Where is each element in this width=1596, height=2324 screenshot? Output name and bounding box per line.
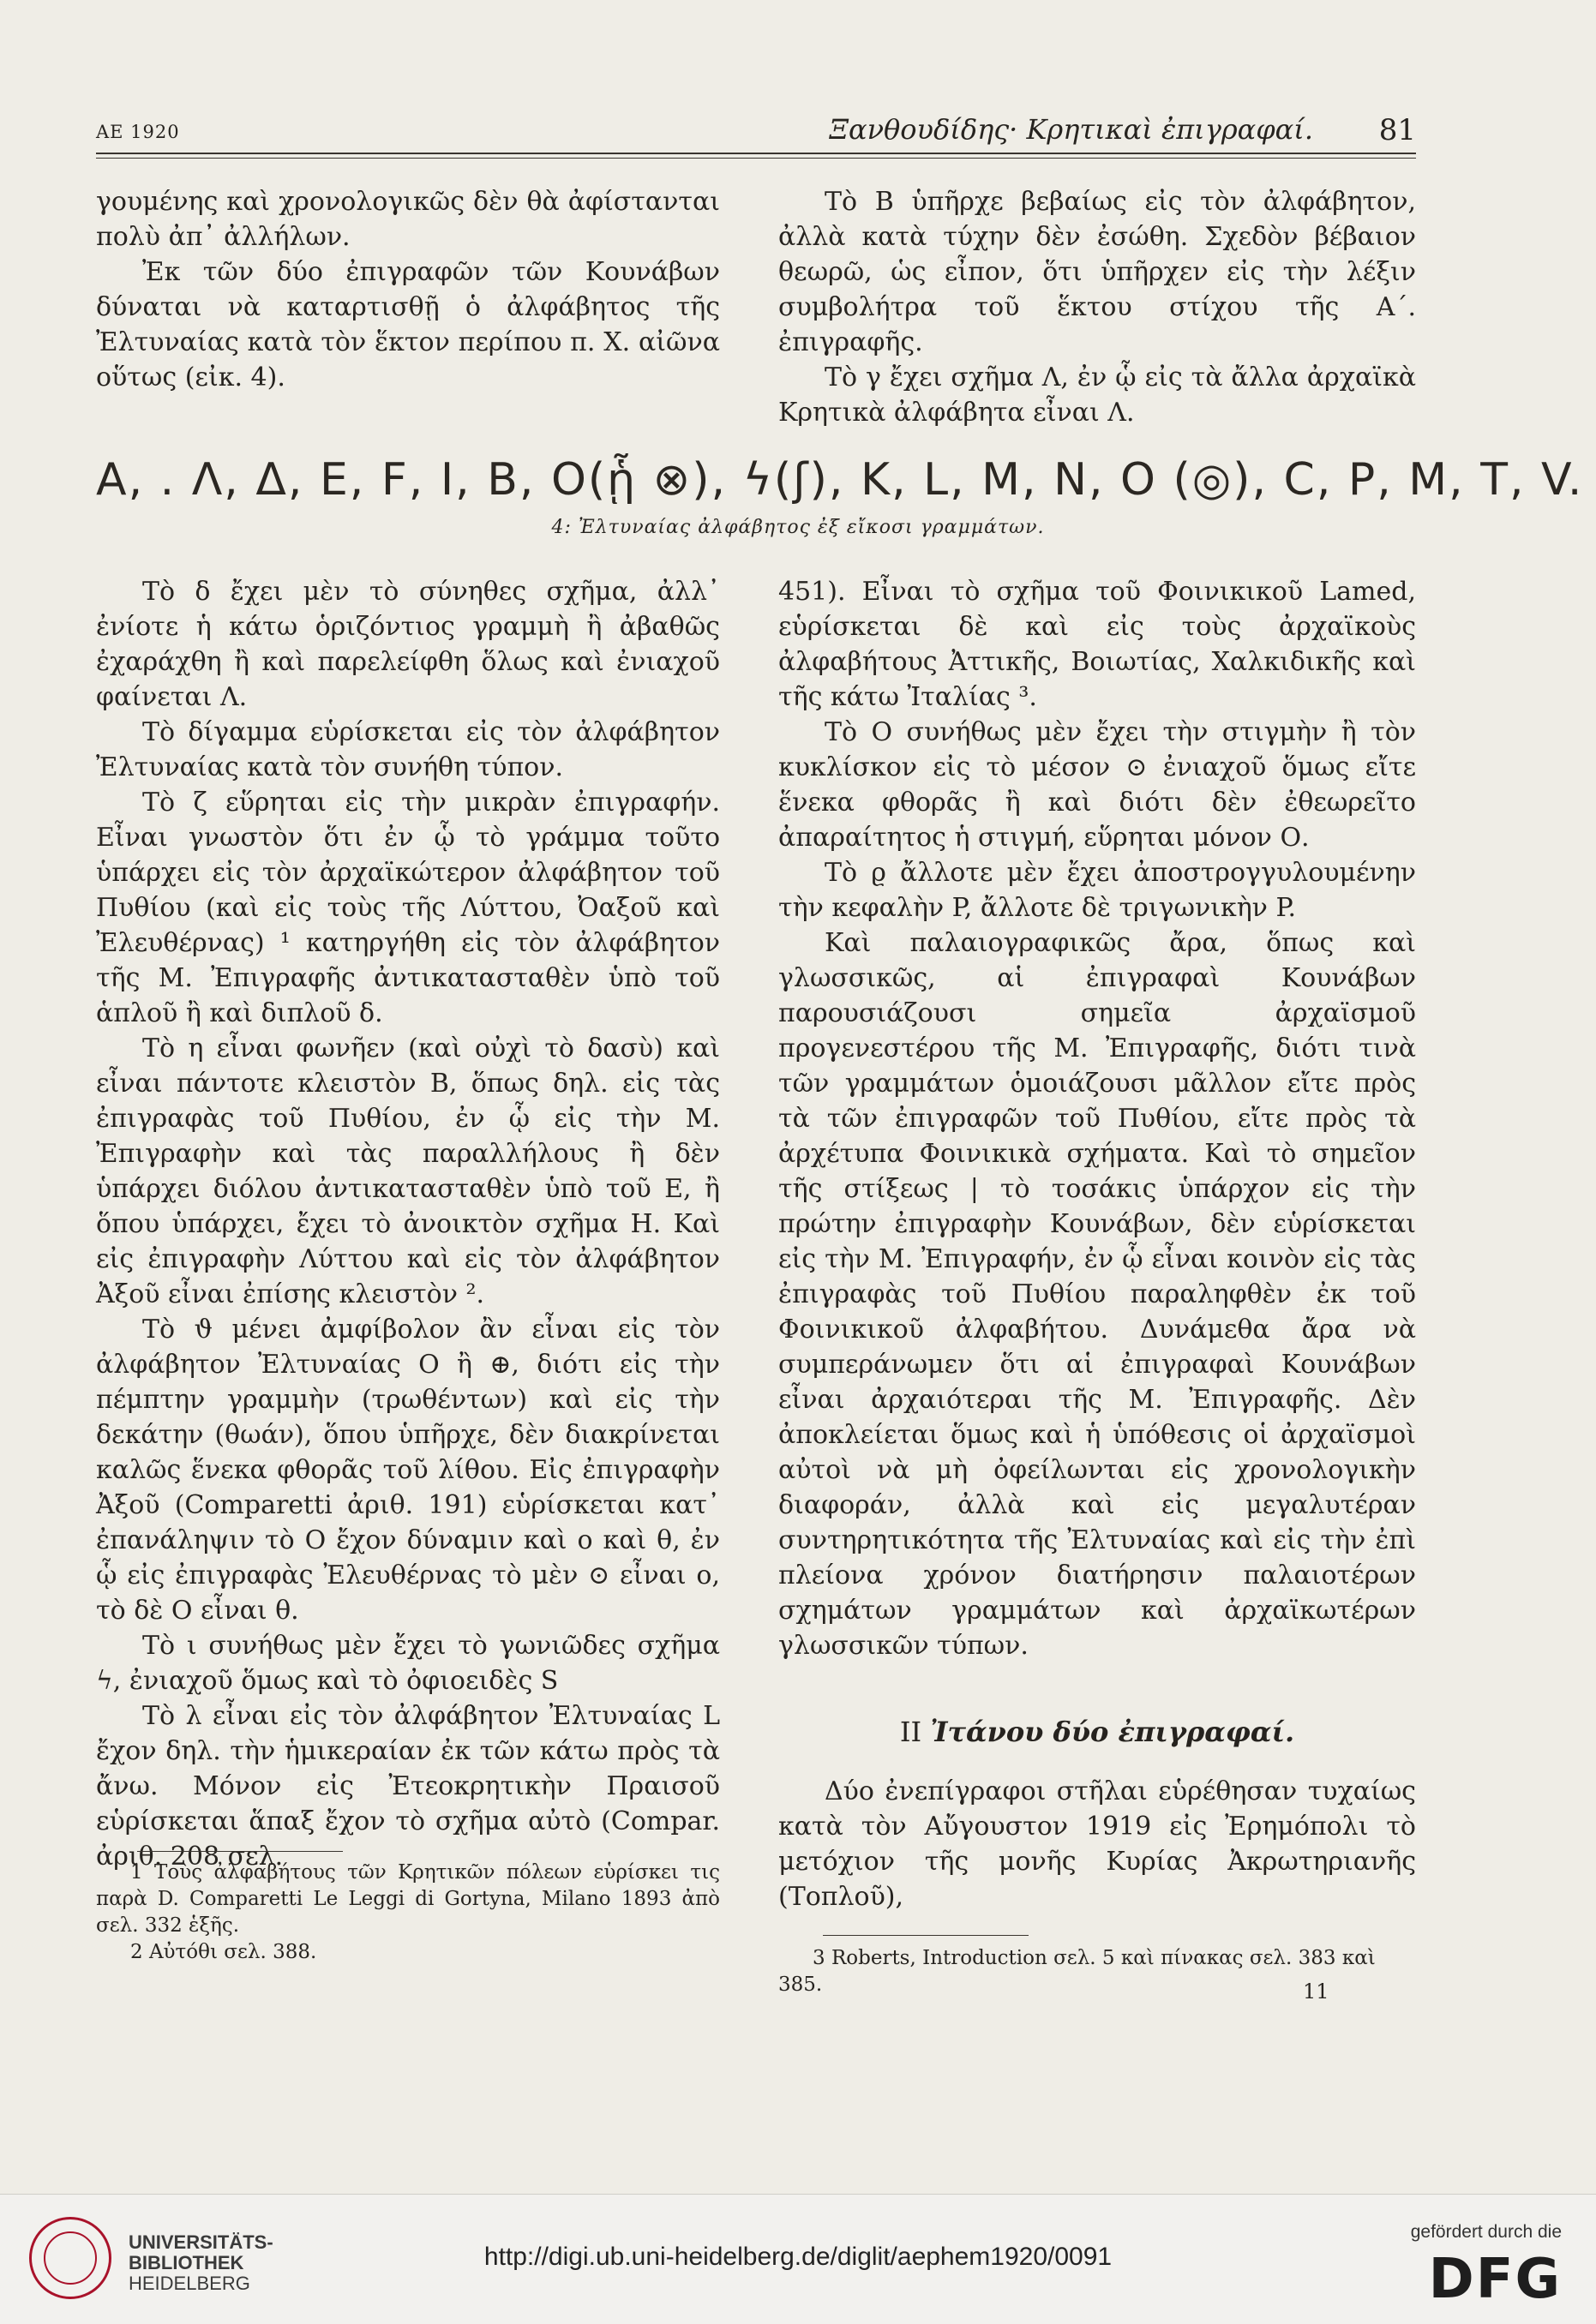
main-left-column — [96, 574, 720, 1874]
paragraph: Τὸ η εἶναι φωνῆεν (καὶ οὐχὶ τὸ δασὺ) καὶ εἶναι πάντοτε κλειστὸν Β, ὅπως δηλ. εἰς τὰς ἐπιγραφὰς τοῦ Πυθίου, ἐν ᾧ εἰς τὴν Μ. Ἐπιγραφὴν καὶ τὰς παραλλήλους ἢ δὲν ὑπάρχει διόλου ἀντικατασταθὲν ὑπὸ τοῦ Ε, ἢ ὅπου ὑπάρχει, ἔχει τὸ ἀνοικτὸν σχῆμα Η. Καὶ εἰς ἐπιγραφὴν Λύττου καὶ εἰς τὸν ἀλφάβητον Ἀξοῦ εἶναι ἐπίσης κλειστὸν ². — [96, 1033, 720, 1309]
journal-abbrev: ΑΕ 1920 — [96, 122, 180, 142]
footnote: 2 Αὐτόθι σελ. 388. — [130, 1941, 317, 1963]
header-rule — [96, 153, 1416, 154]
footnotes-left — [96, 1860, 720, 1966]
printer-signature: 11 — [1303, 1980, 1329, 2004]
running-header — [96, 113, 1416, 151]
paragraph: Ἐκ τῶν δύο ἐπιγραφῶν τῶν Κουνάβων δύναται νὰ καταρτισθῇ ὁ ἀλφάβητος τῆς Ἐλτυναίας κατὰ τὸν ἕκτον περίπου π. Χ. αἰῶνα οὕτως (εἰκ. 4). — [96, 257, 720, 392]
paragraph: Δύο ἐνεπίγραφοι στῆλαι εὑρέθησαν τυχαίως κατὰ τὸν Αὔγουστον 1919 εἰς Ἐρημόπολι τὸ μετόχιον τῆς μονῆς Κυρίας Ἀκρωτηριανῆς (Τοπλοῦ), — [778, 1776, 1416, 1912]
paragraph: Τὸ δ ἔχει μὲν τὸ σύνηθες σχῆμα, ἀλλ᾽ ἐνίοτε ἡ κάτω ὁριζόντιος γραμμὴ ἢ ἀβαθῶς ἐχαράχθη ἢ καὶ παρελείφθη ὅλως καὶ ἐνιαχοῦ φαίνεται Λ. — [96, 577, 720, 712]
funding-label: gefördert durch die — [1410, 2222, 1562, 2242]
dfg-logo: DFG — [1428, 2248, 1562, 2311]
paragraph: Τὸ Β ὑπῆρχε βεβαίως εἰς τὸν ἀλφάβητον, ἀλλὰ κατὰ τύχην δὲν ἐσώθη. Σχεδὸν βέβαιον θεωρῶ, ὡς εἶπον, ὅτι ὑπῆρχεν εἰς τὴν λέξιν συμβολήτρα τοῦ ἕκτου στίχου τῆς Α΄. ἐπιγραφῆς. — [778, 187, 1416, 357]
paragraph: Τὸ δίγαμμα εὑρίσκεται εἰς τὸν ἀλφάβητον Ἐλτυναίας κατὰ τὸν συνήθη τύπον. — [96, 717, 720, 782]
digitization-footer — [0, 2194, 1596, 2324]
section-heading — [778, 1716, 1416, 1748]
top-left-column — [96, 184, 720, 395]
paragraph: 451). Εἶναι τὸ σχῆμα τοῦ Φοινικικοῦ Lamed, εὑρίσκεται δὲ καὶ εἰς τοὺς ἀρχαϊκοὺς ἀλφαβήτους Ἀττικῆς, Βοιωτίας, Χαλκιδικῆς καὶ τῆς κάτω Ἰταλίας ³. — [778, 577, 1416, 712]
paragraph: Τὸ λ εἶναι εἰς τὸν ἀλφάβητον Ἐλτυναίας L ἔχον δηλ. τὴν ἡμικεραίαν ἐκ τῶν κάτω πρὸς τὰ ἄνω. Μόνον εἰς Ἐτεοκρητικὴν Πραισοῦ εὑρίσκεται ἅπαξ ἔχον τὸ σχῆμα αὐτὸ (Compar. ἀριθ. 208 σελ. — [96, 1701, 720, 1872]
header-rule-thin — [96, 158, 1416, 159]
paragraph: Τὸ Ο συνήθως μὲν ἔχει τὴν στιγμὴν ἢ τὸν κυκλίσκον εἰς τὸ μέσον ⊙ ἐνιαχοῦ ὅμως εἴτε ἕνεκα φθορᾶς ἢ καὶ διότι δὲν ἐθεωρεῖτο ἀπαραίτητος ἡ στιγμή, εὕρηται μόνον Ο. — [778, 717, 1416, 853]
paragraph: Τὸ γ ἔχει σχῆμα Λ, ἐν ᾧ εἰς τὰ ἄλλα ἀρχαϊκὰ Κρητικὰ ἀλφάβητα εἶναι Λ. — [778, 362, 1416, 428]
footnote-rule — [823, 1935, 1029, 1936]
paragraph: Τὸ ϑ μένει ἀμφίβολον ἂν εἶναι εἰς τὸν ἀλφάβητον Ἐλτυναίας Ο ἢ ⊕, διότι εἰς τὴν πέμπτην γραμμὴν (τρωθέντων) καὶ εἰς τὴν δεκάτην (θωάν), ὅπου ὑπῆρχε, δὲν διακρίνεται καλῶς ἕνεκα φθορᾶς τοῦ λίθου. Εἰς ἐπιγραφὴν Ἀξοῦ (Comparetti ἀριθ. 191) εὑρίσκεται κατ᾽ ἐπανάληψιν τὸ Ο ἔχον δύναμιν καὶ ο καὶ θ, ἐν ᾧ εἰς ἐπιγραφὰς Ἐλευθέρνας τὸ μὲν ⊙ εἶναι ο, τὸ δὲ Ο εἶναι θ. — [96, 1315, 720, 1626]
top-right-column — [778, 184, 1416, 430]
paragraph: Τὸ ζ εὕρηται εἰς τὴν μικρὰν ἐπιγραφήν. Εἶναι γνωστὸν ὅτι ἐν ᾧ τὸ γράμμα τοῦτο ὑπάρχει εἰς τὸν ἀρχαϊκώτερον ἀλφάβητον τοῦ Πυθίου (καὶ εἰς τοὺς τῆς Λύττου, Ὀαξοῦ καὶ Ἐλευθέρνας) ¹ κατηργήθη εἰς τὸν ἀλφάβητον τῆς Μ. Ἐπιγραφῆς ἀντικατασταθὲν ὑπὸ τοῦ ἁπλοῦ ἢ καὶ διπλοῦ δ. — [96, 788, 720, 1028]
library-name: UNIVERSITÄTS- BIBLIOTHEK HEIDELBERG — [129, 2231, 273, 2294]
section-title: Ἰτάνου δύο ἐπιγραφαί. — [930, 1716, 1295, 1748]
paragraph: Καὶ παλαιογραφικῶς ἄρα, ὅπως καὶ γλωσσικῶς, αἱ ἐπιγραφαὶ Κουνάβων παρουσιάζουσι σημεῖα ἀρχαϊσμοῦ προγενεστέρου τῆς Μ. Ἐπιγραφῆς, διότι τινὰ τῶν γραμμάτων ὁμοιάζουσι μᾶλλον εἴτε πρὸς τὰ τῶν ἐπιγραφῶν τοῦ Πυθίου, εἴτε πρὸς τὰ ἀρχέτυπα Φοινικικὰ σχήματα. Καὶ τὸ σημεῖον τῆς στίξεως | τὸ τοσάκις ὑπάρχον εἰς τὴν πρώτην ἐπιγραφὴν Κουνάβων, δὲν εὑρίσκεται εἰς τὴν Μ. Ἐπιγραφήν, ἐν ᾧ εἶναι κοινὸν εἰς τὰς ἐπιγραφὰς τοῦ Πυθίου παραληφθὲν ἐκ τοῦ Φοινικικοῦ ἀλφαβήτου. Δυνάμεθα ἄρα νὰ συμπεράνωμεν ὅτι αἱ ἐπιγραφαὶ Κουνάβων εἶναι ἀρχαιότεραι τῆς Μ. Ἐπιγραφῆς. Δὲν ἀποκλείεται ὅμως καὶ ἡ ὑπόθεσις οἱ ἀρχαϊσμοὶ αὐτοὶ νὰ μὴ ὀφείλωνται εἰς χρονολογικὴν διαφοράν, ἀλλὰ καὶ εἰς μεγαλυτέραν συντηρητικότητα τῆς Ἐλτυναίας καὶ εἰς τὴν ἐπὶ πλείονα χρόνον διατήρησιν παλαιοτέρων σχημάτων γραμμάτων καὶ ἀρχαϊκωτέρων γλωσσικῶν τύπων. — [778, 928, 1416, 1661]
footnote: 1 Τοὺς ἀλφαβήτους τῶν Κρητικῶν πόλεων εὑρίσκει τις παρὰ D. Comparetti Le Leggi di Gortyna, Milano 1893 ἀπὸ σελ. 332 ἑξῆς. — [96, 1861, 720, 1937]
figure-caption: 4: Ἐλτυναίας ἀλφάβητος ἐξ εἴκοσι γραμμάτων. — [551, 517, 1045, 538]
paragraph: γουμένης καὶ χρονολογικῶς δὲν θὰ ἀφίστανται πολὺ ἀπ᾽ ἀλλήλων. — [96, 187, 720, 252]
running-title: Ξανθουδίδης· Κρητικαὶ ἐπιγραφαί. — [829, 113, 1313, 146]
section-body — [778, 1774, 1416, 1914]
paragraph: Τὸ ι συνήθως μὲν ἔχει τὸ γωνιῶδες σχῆμα ϟ, ἐνιαχοῦ ὅμως καὶ τὸ ὀφιοειδὲς S — [96, 1631, 720, 1696]
footnote: 3 Roberts, Introduction σελ. 5 καὶ πίνακας σελ. 383 καὶ 385. — [778, 1947, 1376, 1996]
section-numeral: II — [899, 1716, 922, 1748]
paragraph: Τὸ ϱ ἄλλοτε μὲν ἔχει ἀποστρογγυλουμένην τὴν κεφαλὴν P, ἄλλοτε δὲ τριγωνικὴν P. — [778, 858, 1416, 923]
footnote-rule — [137, 1851, 343, 1852]
permalink-url[interactable]: http://digi.ub.uni-heidelberg.de/diglit/aephem1920/0091 — [483, 2243, 1113, 2271]
page-number: 81 — [1378, 113, 1416, 147]
main-right-column — [778, 574, 1416, 1663]
alphabet-figure: A, . Λ, Δ, E, F, I, B, O(ᾗ ⊗), ϟ(ʃ), K, L, M, N, O (◎), C, P, M, T, V. — [96, 454, 1584, 506]
